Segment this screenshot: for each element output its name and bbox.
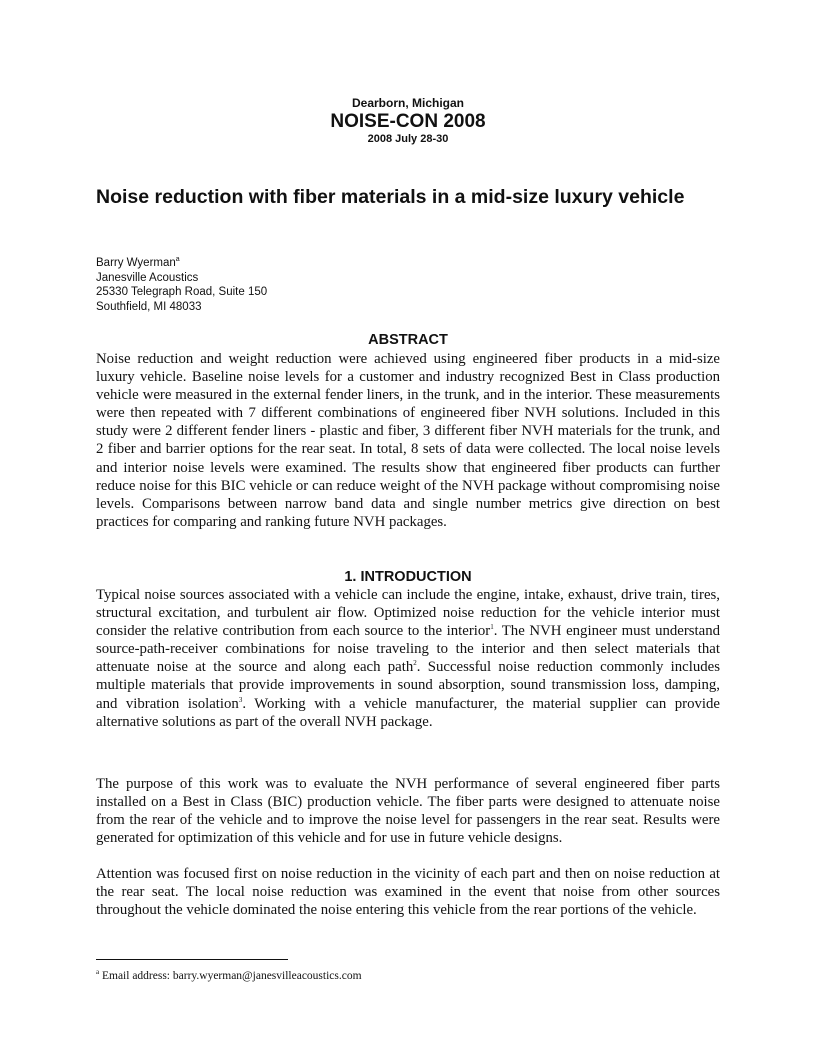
reference-1: 1 [490,623,494,632]
intro-p1-text-4: . Working with a vehicle manufacturer, the material supplier can provide alternative solutions as part of the overall NVH package. [96,695,720,730]
reference-2: 2 [413,659,417,668]
abstract-text: Noise reduction and weight reduction were achieved using engineered fiber products in a mid-size luxury vehicle. Baseline noise levels for a customer and industry recognized Best in Class production vehicle were measured in the external fender liners, in the trunk, and in the interior. These measurements were then repeated with 7 different combinations of engineered fiber NVH solutions. Included in this study were 2 different fender liners - plastic and fiber, 3 different fiber NVH materials for the trunk, and 2 fiber and barrier options for the rear seat. In total, 8 sets of data were collected. The local noise levels and interior noise levels were examined. The results show that engineered fiber products can further reduce noise for this BIC vehicle or can reduce weight of the NVH package without compromising noise levels. Comparisons between narrow band data and single number metrics give direction on best practices for comparing and ranking future NVH packages. [96,351,720,530]
abstract-heading: ABSTRACT [368,332,448,348]
intro-p1-text-1: Typical noise sources associated with a vehicle can include the engine, intake, exhaust, drive train, tires, structural excitation, and turbulent air flow. Optimized noise reduction for the vehicle interior must consider the relative contribution from each source to the interior [96,587,720,640]
conference-name: NOISE-CON 2008 [330,111,486,132]
conference-dates: 2008 July 28-30 [367,133,449,145]
intro-p1-text-3: . Successful noise reduction commonly includes multiple materials that provide improvements in sound absorption, sound transmission loss, damping, and vibration isolation [96,659,720,712]
introduction-paragraph-1 [96,586,720,731]
author-footnote-marker: a [175,256,180,264]
footnote-divider [96,959,288,960]
author-name-line [96,256,267,271]
footnote [96,969,362,983]
intro-p1-text-2: . The NVH engineer must understand source-path-receiver combinations for noise traveling to the interior and then select materials that attenuate noise at the source and along each path [96,623,720,676]
conference-header [0,96,816,146]
author-name: Barry Wyerman [96,257,176,269]
footnote-marker: a [96,968,100,977]
paper-title: Noise reduction with fiber materials in a mid-size luxury vehicle [96,186,685,208]
introduction-paragraph-2: The purpose of this work was to evaluate the NVH performance of several engineered fiber parts installed on a Best in Class (BIC) production vehicle. The fiber parts were designed to attenuate noise from the rear of the vehicle and to improve the noise level for passengers in the rear seat. Results were generated for optimization of this vehicle and for use in future vehicle designs. [96,776,720,847]
author-affiliation: Janesville Acoustics [96,271,199,284]
reference-3: 3 [238,695,243,704]
footnote-text: Email address: barry.wyerman@janesvilleacoustics.com [99,970,362,982]
introduction-heading: 1. INTRODUCTION [344,569,472,585]
conference-location: Dearborn, Michigan [351,96,464,110]
author-address-line2: Southfield, MI 48033 [96,300,202,313]
author-block [96,256,267,314]
author-address-line1: 25330 Telegraph Road, Suite 150 [96,286,268,298]
introduction-paragraph-3: Attention was focused first on noise reduction in the vicinity of each part and then on noise reduction at the rear seat. The local noise reduction was examined in the event that noise from other sources throughout the vehicle dominated the noise entering this vehicle from the rear portions of the vehicle. [96,866,720,919]
